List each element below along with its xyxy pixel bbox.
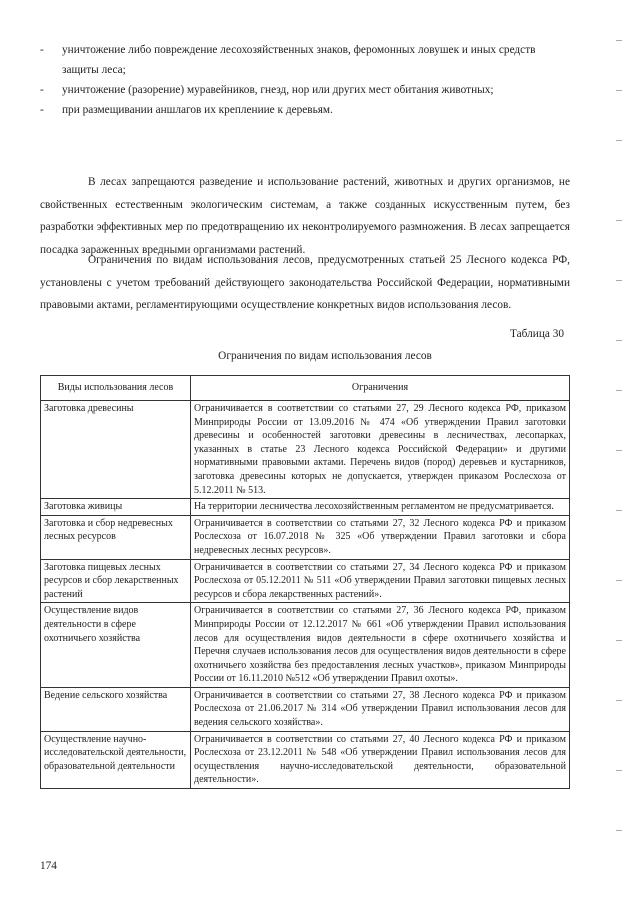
cell-restriction: На территории лесничества лесохозяйственным регламентом не предусматривается. [191,499,570,516]
table-number: Таблица 30 [510,328,564,340]
bullet-text: уничтожение (разорение) муравейников, гнезд, нор или других мест обитания животных; [62,84,494,96]
cell-use-type: Заготовка и сбор недревесных лесных ресурсов [41,515,191,559]
cell-use-type: Заготовка пищевых лесных ресурсов и сбор лекарственных растений [41,559,191,603]
cell-restriction: Ограничивается в соответствии со статьями 27, 36 Лесного кодекса РФ, приказом Минприроды России от 12.12.2017 № 661 «Об утверждении Правил использования лесов для осуществления видов деятельности в сфере охотничьего хозяйства и Перечня случаев использования лесов для осуществления видов деятельности в сфере охотничьего хозяйства без предоставления лесных участков», приказом Минприроды России от 16.11.2010 №512 «Об утверждении Правил охоты». [191,603,570,688]
cell-use-type: Осуществление научно-исследовательской деятельности, образовательной деятельности [41,731,191,788]
bullet-item: - при размещивании аншлагов их креплениие к деревьям. [40,100,570,120]
cell-use-type: Ведение сельского хозяйства [41,687,191,731]
table-row [41,499,570,516]
binding-margin-marks [616,30,630,890]
bullet-text: при размещивании аншлагов их креплениие к деревьям. [62,104,333,116]
restrictions-table [40,375,570,789]
table-row [41,687,570,731]
header-restrictions: Ограничения [191,376,570,401]
cell-restriction: Ограничивается в соответствии со статьями 27, 38 Лесного кодекса РФ и приказом Рослесхоза от 21.06.2017 № 314 «Об утверждении Правил использования лесов для ведения сельского хозяйства». [191,687,570,731]
bullet-item: - уничтожение либо повреждение лесохозяйственных знаков, феромонных ловушек и иных средств защиты леса; [40,40,570,80]
table-row [41,401,570,499]
cell-use-type: Осуществление видов деятельности в сфере охотничьего хозяйства [41,603,191,688]
paragraph-restrictions: Ограничения по видам использования лесов, предусмотренных статьей 25 Лесного кодекса РФ, установлены с учетом требований действующего законодательства Российской Федерации, нормативными правовыми актами, регламентирующими осуществление конкретных видов использования лесов. [40,254,570,312]
table-title: Ограничения по видам использования лесов [218,350,432,362]
cell-restriction: Ограничивается в соответствии со статьями 27, 29 Лесного кодекса РФ, приказом Минприроды России от 13.09.2016 № 474 «Об утверждении Правил заготовки древесины и особенностей заготовки древесины в лесничествах, лесопарках, указанных в статье 23 Лесного кодекса Российской Федерации» и другими нормативными правовыми актами. Перечень видов (пород) деревьев и кустарников, заготовка древесины которых не допускается, утвержден приказом Рослесхоза от 5.12.2011 № 513. [191,401,570,499]
table-row [41,515,570,559]
page-number: 174 [40,860,57,872]
paragraph-prohibitions: В лесах запрещаются разведение и использование растений, животных и других организмов, не свойственных естественным экологическим системам, а также созданных искусственным путем, без разработки эффективных мер по предотвращению их неконтролируемого размножения. В лесах запрещается посадка зараженных вредными организмами растений. [40,176,570,256]
cell-restriction: Ограничивается в соответствии со статьями 27, 32 Лесного кодекса РФ и приказом Рослесхоза от 16.07.2018 № 325 «Об утверждении Правил заготовки и сбора недревесных лесных ресурсов». [191,515,570,559]
cell-use-type: Заготовка древесины [41,401,191,499]
table-row [41,603,570,688]
bullet-text: уничтожение либо повреждение лесохозяйственных знаков, феромонных ловушек и иных средств защиты леса; [62,44,536,76]
cell-use-type: Заготовка живицы [41,499,191,516]
header-forest-use: Виды использования лесов [41,376,191,401]
cell-restriction: Ограничивается в соответствии со статьями 27, 34 Лесного кодекса РФ и приказом Рослесхоза от 05.12.2011 № 511 «Об утверждении Правил заготовки пищевых лесных ресурсов и сбора лекарственных растений». [191,559,570,603]
cell-restriction: Ограничивается в соответствии со статьями 27, 40 Лесного кодекса РФ и приказом Рослесхоза от 23.12.2011 № 548 «Об утверждении Правил использования лесов для осуществления научно-исследовательской деятельности, образовательной деятельности». [191,731,570,788]
bullet-list [40,40,570,120]
bullet-item: - уничтожение (разорение) муравейников, гнезд, нор или других мест обитания животных; [40,80,570,100]
table-row [41,559,570,603]
table-row [41,731,570,788]
table-header-row [41,376,570,401]
